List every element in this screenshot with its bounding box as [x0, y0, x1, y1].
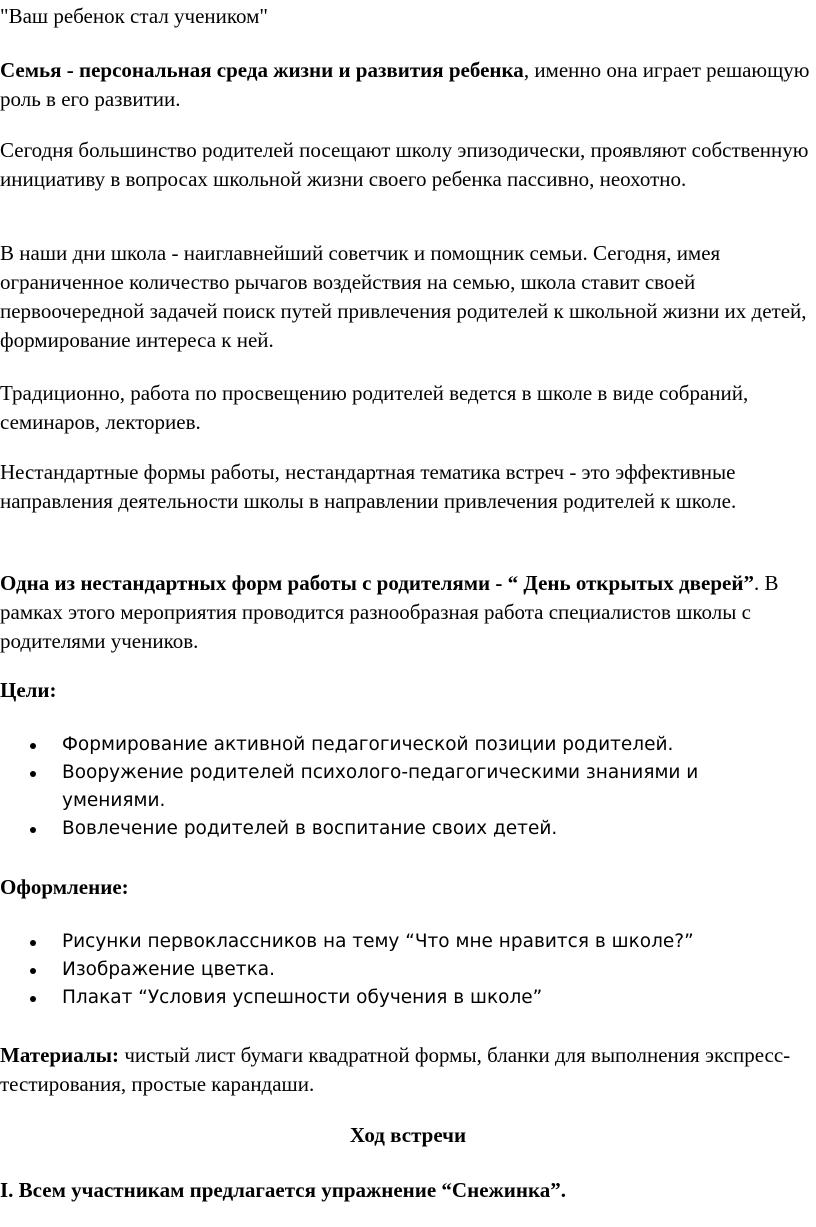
- bullet-icon: [30, 996, 36, 1002]
- materials-label: Материалы:: [0, 1043, 120, 1067]
- paragraph-open-day-rest: . В рамках этого мероприятия проводится разнообразная работа специалистов школы с родителями учеников.: [0, 571, 779, 653]
- bullet-icon: [30, 743, 36, 749]
- bullet-icon: [30, 968, 36, 974]
- meeting-heading: [0, 1121, 816, 1150]
- paragraph-nonstandard-forms: Нестандартные формы работы, нестандартная тематика встреч - это эффективные направления деятельности школы в направлении привлечения родителей к школе.: [0, 460, 737, 513]
- document-title: "Ваш ребенок стал учеником": [0, 4, 269, 28]
- goals-list: [0, 731, 816, 843]
- list-item: [0, 928, 782, 956]
- design-list: [0, 928, 816, 1012]
- list-item-text: Вовлечение родителей в воспитание своих детей.: [62, 818, 558, 839]
- paragraph-open-day-bold: Одна из нестандартных форм работы с родителями - “ День открытых дверей”: [0, 571, 754, 595]
- list-item: [0, 731, 782, 759]
- list-item-text: Плакат “Условия успешности обучения в школе”: [62, 987, 543, 1008]
- list-item-text: Формирование активной педагогической позиции родителей.: [62, 734, 674, 755]
- step-one: [0, 1176, 816, 1205]
- paragraph-parents-visits: Сегодня большинство родителей посещают школу эпизодически, проявляют собственную инициативу в вопросах школьной жизни своего ребенка пассивно, неохотно.: [0, 138, 809, 191]
- goals-heading-text: Цели:: [0, 678, 57, 702]
- design-heading-text: Оформление:: [0, 875, 129, 899]
- materials-text: чистый лист бумаги квадратной формы, бланки для выполнения экспресс-тестирования, простые карандаши.: [0, 1043, 791, 1096]
- list-item: [0, 815, 782, 843]
- step-one-text: I. Всем участникам предлагается упражнение “Снежинка”.: [0, 1178, 566, 1202]
- paragraph-family: [0, 56, 816, 114]
- bullet-icon: [30, 771, 36, 777]
- paragraph-family-rest: , именно она играет решающую роль в его развитии.: [0, 58, 810, 111]
- bullet-icon: [30, 940, 36, 946]
- list-item-text: Изображение цветка.: [62, 959, 275, 980]
- paragraph-family-bold: Семья - персональная среда жизни и развития ребенка: [0, 58, 524, 82]
- list-item: [0, 956, 782, 984]
- design-heading: [0, 873, 816, 902]
- list-item: [0, 984, 782, 1012]
- paragraph-materials: [0, 1041, 816, 1099]
- paragraph-open-day: [0, 569, 816, 656]
- bullet-icon: [30, 827, 36, 833]
- goals-heading: [0, 676, 816, 705]
- list-item-text: Рисунки первоклассников на тему “Что мне нравится в школе?”: [62, 931, 694, 952]
- list-item: [0, 759, 782, 815]
- list-item-text: Вооружение родителей психолого-педагогическими знаниями и умениями.: [62, 762, 699, 811]
- paragraph-traditional-work: Традиционно, работа по просвещению родителей ведется в школе в виде собраний, семинаров, лекториев.: [0, 381, 749, 434]
- paragraph-school-advisor: В наши дни школа - наиглавнейший советчик и помощник семьи. Сегодня, имея ограниченное количество рычагов воздействия на семью, школа ставит своей первоочередной задачей поиск путей привлечения родителей к школьной жизни их детей, формирование интереса к ней.: [0, 241, 807, 352]
- meeting-heading-text: Ход встречи: [349, 1123, 467, 1147]
